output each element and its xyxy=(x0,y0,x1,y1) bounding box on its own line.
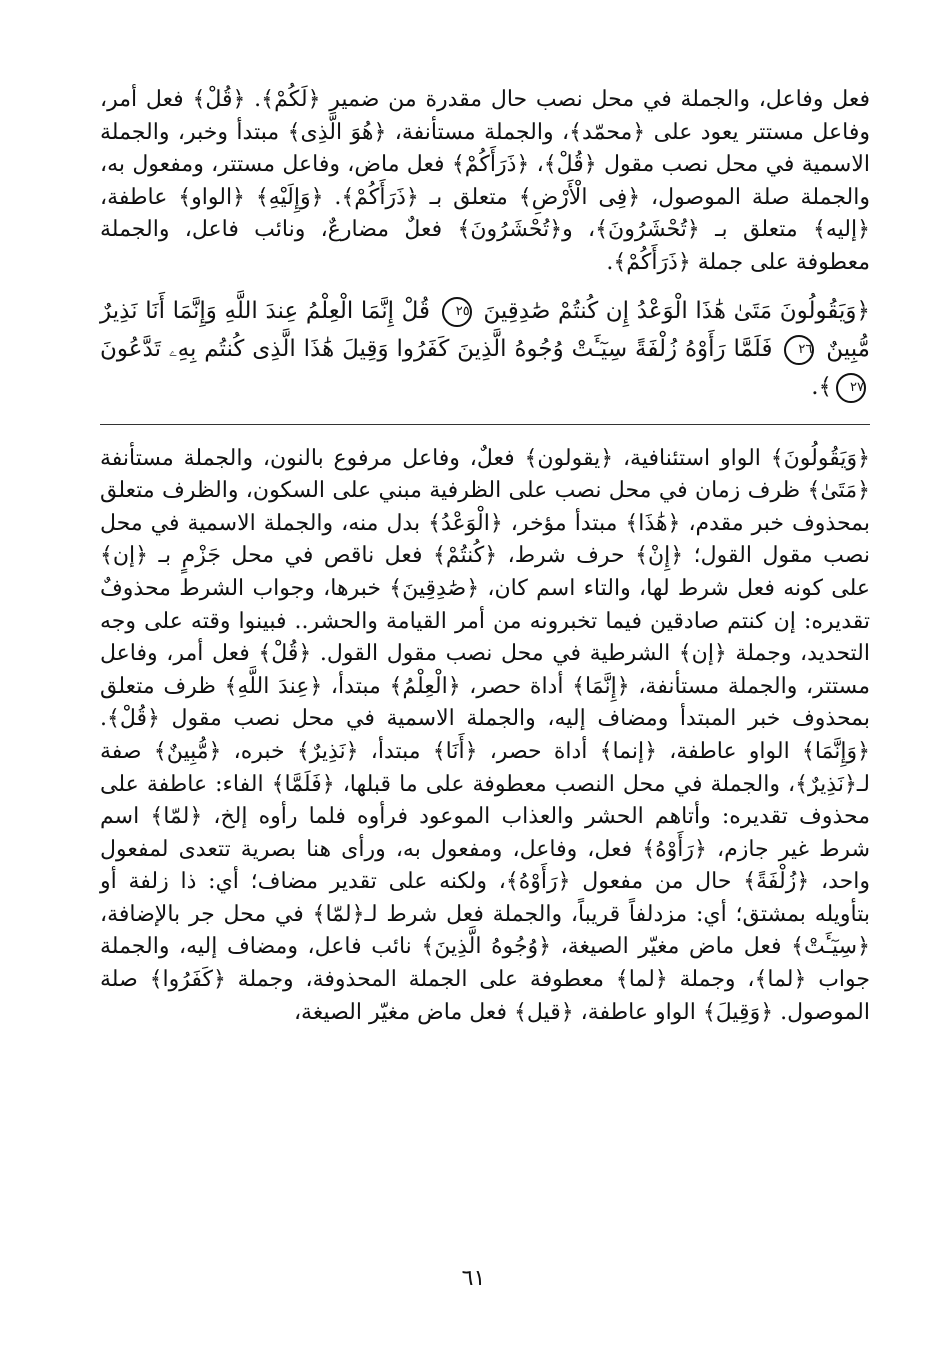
verse-line-2 xyxy=(100,330,870,406)
verse-text-2a: مُّبِينٌ xyxy=(826,335,871,362)
page-body xyxy=(100,84,870,1029)
quran-verse-block xyxy=(100,292,870,425)
ayah-number-marker: ٢٦ xyxy=(784,335,814,365)
page-number: ٦١ xyxy=(461,1266,486,1291)
paragraph-commentary-2: ﴿وَيَقُولُونَ﴾ الواو استئنافية، ﴿يقولون﴾ فعلٌ، وفاعل مرفوع بالنون، والجملة مستأنفة ﴿مَتَىٰ﴾ ظرف زمان في محل نصب على الظرفية مبني على السكون، والظرف متعلق بمحذوف خبر مقدم، ﴿هَٰذَا﴾ مبتدأ مؤخر، ﴿الْوَعْدُ﴾ بدل منه، والجملة الاسمية في محل نصب مقول القول؛ ﴿إِنْ﴾ حرف شرط، ﴿كُنتُمْ﴾ فعل ناقص في محل جَزْمٍ بـ ﴿إن﴾ على كونه فعل شرط لها، والتاء اسم كان، ﴿صَٰدِقِينَ﴾ خبرها، وجواب الشرط محذوفٌ تقديره: إن كنتم صادقين فيما تخبرونه من أمر القيامة والحشر.. فبينوا وقته على وجه التحديد، وجملة ﴿إن﴾ الشرطية في محل نصب مقول القول. ﴿قُلْ﴾ فعل أمر، وفاعل مستتر، والجملة مستأنفة، ﴿إِنَّمَا﴾ أداة حصر، ﴿الْعِلْمُ﴾ مبتدأ، ﴿عِندَ اللَّهِ﴾ ظرف متعلق بمحذوف خبر المبتدأ ومضاف إليه، والجملة الاسمية في محل نصب مقول ﴿قُلْ﴾. ﴿وَإِنَّمَا﴾ الواو عاطفة، ﴿إنما﴾ أداة حصر، ﴿أَنَا﴾ مبتدأ، ﴿نَذِيرٌ﴾ خبره، ﴿مُّبِينٌ﴾ صفة لـ﴿نَذِيرٌ﴾، والجملة في محل النصب معطوفة على ما قبلها، ﴿فَلَمَّا﴾ الفاء: عاطفة على محذوف تقديره: وأتاهم الحشر والعذاب الموعود فرأوه فلما رأوه إلخ، ﴿لمّا﴾ اسم شرط غير جازم، ﴿رَأَوْهُ﴾ فعل، وفاعل، ومفعول به، ورأى هنا بصرية تتعدى لمفعول واحد، ﴿زُلْفَةً﴾ حال من مفعول ﴿رَأَوْهُ﴾، ولكنه على تقدير مضاف؛ أي: ذا زلفة أو بتأويله بمشتق؛ أي: مزدلفاً قريباً، والجملة فعل شرط لـ﴿لمّا﴾ في محل جر بالإضافة، ﴿سِيٓـَٔتْ﴾ فعل ماض مغيّر الصيغة، ﴿وُجُوهُ الَّذِينَ﴾ نائب فاعل، ومضاف إليه، والجملة جواب ﴿لما﴾، وجملة ﴿لما﴾ معطوفة على الجملة المحذوفة، وجملة ﴿كَفَرُوا﴾ صلة الموصول. ﴿وَقِيلَ﴾ الواو عاطفة، ﴿قيل﴾ فعل ماض مغيّر الصيغة، xyxy=(100,445,870,1025)
ayah-number-marker: ٢٥ xyxy=(442,297,472,327)
verse-closing: ﴾. xyxy=(811,373,832,400)
verse-text-1b: قُلْ إِنَّمَا الْعِلْمُ عِندَ اللَّهِ وَإِنَّمَا أَنَا نَذِيرٌ xyxy=(100,297,431,324)
paragraph-commentary-1: فعل وفاعل، والجملة في محل نصب حال مقدرة من ضمير ﴿لَكُمْ﴾. ﴿قُلْ﴾ فعل أمر، وفاعل مستتر يعود على ﴿محمّد﴾، والجملة مستأنفة، ﴿هُوَ الَّذِى﴾ مبتدأ وخبر، والجملة الاسمية في محل نصب مقول ﴿قُلْ﴾، ﴿ذَرَأَكُمْ﴾ فعل ماض، وفاعل مستتر، ومفعول به، والجملة صلة الموصول، ﴿فِى الْأَرْضِ﴾ متعلق بـ ﴿ذَرَأَكُمْ﴾. ﴿وَإِلَيْهِ﴾ ﴿الواو﴾ عاطفة، ﴿إليه﴾ متعلق بـ ﴿تُحْشَرُونَ﴾، و﴿تُحْشَرُونَ﴾ فعلٌ مضارعٌ، ونائب فاعل، والجملة معطوفة على جملة ﴿ذَرَأَكُمْ﴾. xyxy=(100,87,870,275)
ayah-number-marker: ٢٧ xyxy=(836,373,866,403)
verse-line-1 xyxy=(100,292,870,330)
verse-text-1a: ﴿وَيَقُولُونَ مَتَىٰ هَٰذَا الْوَعْدُ إِن كُنتُمْ صَٰدِقِينَ xyxy=(483,297,871,324)
verse-text-2b: فَلَمَّا رَأَوْهُ زُلْفَةً سِيٓـَٔتْ وُجُوهُ الَّذِينَ كَفَرُوا وَقِيلَ هَٰذَا الَّذِى كُنتُم بِهِۦ تَدَّعُونَ xyxy=(100,335,773,362)
